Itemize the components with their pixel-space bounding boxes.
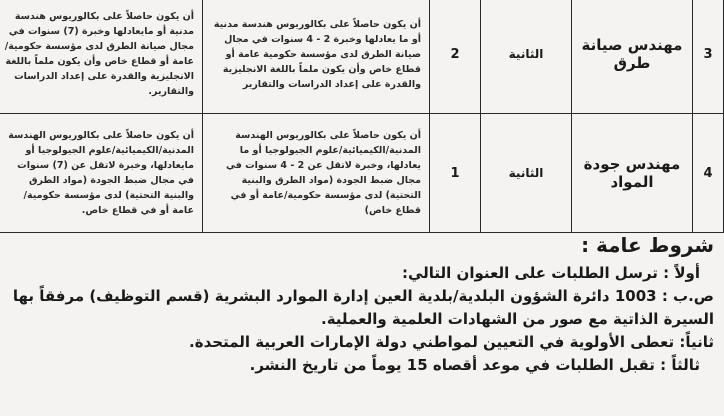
row-number: 4 [693,114,724,233]
condition-line: أولاً : ترسل الطلبات على العنوان التالي: [401,264,700,282]
job-title: مهندس جودة المواد [572,114,693,233]
table-row [0,0,724,114]
requirements-cell [0,0,203,114]
condition-line: ثالثاً : تقبل الطلبات في موعد أقصاه 15 يوماً من تاريخ النشر. [249,356,700,374]
row-number: 3 [693,0,724,114]
conditions-heading: شروط عامة : [581,233,714,257]
job-grade: الثانية [481,0,572,114]
condition-line: السيرة الذاتية مع صور من الشهادات العلمية والعملية. [321,310,714,328]
requirements-cell [203,114,430,233]
requirements-cell [203,0,430,114]
job-count: 2 [430,0,481,114]
requirements-text: أن يكون حاصلاً على بكالوريوس الهندسة المدنية/الكيميائية/علوم الجيولوجيا أو ما يعادلها، وخبرة لاتقل عن 2 - 4 سنوات في مجال ضبط الجودة (مواد الطرق والبنية التحتية) لدى مؤسسة حكومية/عامة أو في قطاع خاص) [225,130,421,216]
general-conditions [0,232,714,377]
requirements-cell [0,114,203,233]
requirements-text: أن يكون حاصلاً على بكالوريوس هندسة مدنية أو ما يعادلها وخبرة 2 - 4 سنوات في مجال صيانة الطرق لدى مؤسسة حكومية عامة أو قطاع خاص وأن يكون ملماً باللغة الانجليزية والقدرة على إعداد الدراسات والتقارير [213,18,421,90]
job-count: 1 [430,114,481,233]
job-grade: الثانية [481,114,572,233]
requirements-text: أن يكون حاصلاً على بكالوريوس الهندسة المدنية/الكيميائية/علوم الجيولوجيا أو مايعادلها، وخبرة لاتقل عن (7) سنوات في مجال ضبط الجودة (مواد الطرق والبنية التحتية) لدى مؤسسة حكومية/عامة أو في قطاع خاص. [8,130,194,216]
table-row [0,114,724,233]
condition-line: ص.ب : 1003 دائرة الشؤون البلدية/بلدية العين إدارة الموارد البشرية (قسم التوظيف) مرفقاً بها [12,287,714,305]
job-title: مهندس صيانة طرق [572,0,693,114]
requirements-text: أن يكون حاصلاً على بكالوريوس هندسة مدنية أو مايعادلها وخبرة (7) سنوات في مجال صيانة الطرق لدى مؤسسة حكومية/عامة أو قطاع خاص وأن يكون ملماً باللغة الانجليزية والقدرة على إعداد الدراسات والتقارير. [4,11,194,97]
condition-line: ثانياً: تعطى الأولوية في التعيين لمواطني دولة الإمارات العربية المتحدة. [189,333,714,351]
